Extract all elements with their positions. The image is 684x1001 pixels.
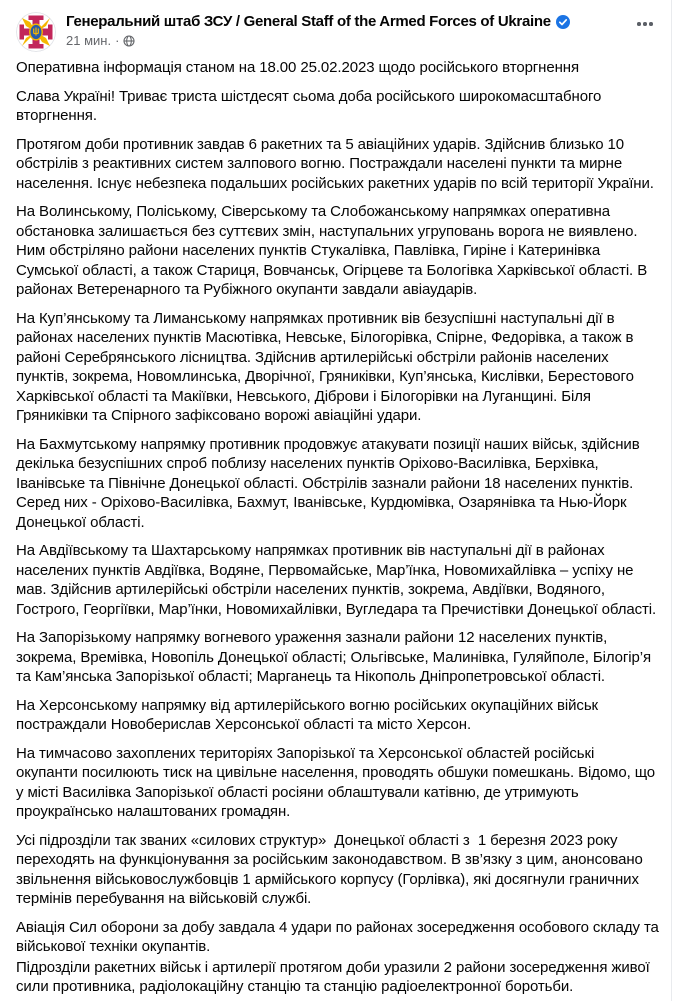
post-paragraph: Оперативна інформація станом на 18.00 25.02.2023 щодо російського вторгнення xyxy=(16,59,579,76)
post-paragraph: Авіація Сил оборони за добу завдала 4 удари по районах зосередження особового складу та військової техніки окупантів. xyxy=(16,918,663,955)
post-header xyxy=(0,0,671,52)
post-paragraph: Слава Україні! Триває триста шістдесят сьома доба російського широкомасштабного вторгнення. xyxy=(16,87,606,124)
globe-icon xyxy=(123,35,135,47)
page-name-link[interactable]: Генеральний штаб ЗСУ / General Staff of the Armed Forces of Ukraine xyxy=(66,13,551,30)
post-meta xyxy=(66,33,570,48)
post-paragraph: На Бахмутському напрямку противник продовжує атакувати позиції наших військ, здійснив декілька безуспішних спроб поблизу населених пунктів Оріхово-Василівка, Берхівка, Іванівське та Північне Донецької області. Обстрілів зазнали райони 18 населених пунктів. Серед них - Оріхово-Василівка, Бахмут, Іванівське, Курдюмівка, Озарянівка та Нью-Йорк Донецької області. xyxy=(16,435,644,531)
post-paragraph: Протягом доби противник завдав 6 ракетних та 5 авіаційних ударів. Здійснив близько 10 обстрілів з реактивних систем залпового вогню. Постраждали населені пункти та мирне населення. Існує небезпека подальших російських ракетних ударів по всій території України. xyxy=(16,135,654,192)
ellipsis-menu-icon xyxy=(637,22,641,26)
post-paragraph: На Авдіївському та Шахтарському напрямках противник вів наступальні дії в районах населених пунктів Авдіївка, Водяне, Первомайське, Мар’їнка, Новомихайлівка – успіху не мав. Здійснив артилерійські обстріли населених пунктів, зокрема, Авдіївки, Водяного, Гострого, Георгіївки, Мар’їнки, Новомихайлівки, Вугледара та Пречистівки Донецької області. xyxy=(16,542,657,618)
header-text xyxy=(66,12,570,48)
more-options-button[interactable] xyxy=(631,14,659,34)
verified-badge-icon xyxy=(556,15,570,29)
page-name-row xyxy=(66,13,570,30)
post-paragraph: На Херсонському напрямку від артилерійського вогню російських окупаційних військ постраждали Новоберислав Херсонської області та місто Херсон. xyxy=(16,696,603,733)
post-paragraph: Усі підрозділи так званих «силових структур» Донецької області з 1 березня 2023 року переходять на функціонування за російським законодавством. В зв’язку з цим, анонсовано звільнення військовослужбовців 1 армійського корпусу (Горлівка), які досягнули граничних термінів перебування на військовій службі. xyxy=(16,831,647,907)
timestamp-link[interactable]: 21 мин. xyxy=(66,33,112,48)
post-paragraph: Підрозділи ракетних військ і артилерії протягом доби уразили 2 райони зосередження живої сили противника, радіолокаційну станцію та станцію радіоелектронної боротьби. xyxy=(16,958,654,995)
post-paragraph: На тимчасово захоплених територіях Запорізької та Херсонської областей російські окупанти посилюють тиск на цивільне населення, проводять обшуки помешкань. Відомо, що у місті Василівка Запорізької області росіяни облаштували катівню, де утримують проукраїнсько налаштованих громадян. xyxy=(16,744,660,820)
post-body xyxy=(0,52,671,997)
post-paragraph: На Запорізькому напрямку вогневого ураження зазнали райони 12 населених пунктів, зокрема, Времівка, Новопіль Донецької області; Ольгівське, Малинівка, Гуляйполе, Білогір’я та Кам’янська Запорізької області; Марганець та Нікополь Дніпропетровської області. xyxy=(16,629,656,685)
ellipsis-menu-icon xyxy=(649,22,653,26)
post-paragraph: На Куп’янському та Лиманському напрямках противник вів безуспішні наступальні дії в районах населених пунктів Масютівка, Невське, Білогорівка, Спірне, Федорівка, а також в районі Серебрянського лісництва. Здійснив артилерійські обстріли районів населених пунктів, зокрема, Новомлинська, Дворічної, Гряниківки, Куп’янська, Кислівки, Берестового Харківської області та Макіївки, Невського, Діброви і Білогорівки на Луганщині. Біля Гряниківки та Спірного зафіксовано ворожі авіаційні удари. xyxy=(16,309,638,424)
general-staff-emblem-icon[interactable] xyxy=(16,12,56,52)
post-paragraph: На Волинському, Поліському, Сіверському та Слобожанському напрямках оперативна обстановка залишається без суттєвих змін, наступальних угруповань ворога не виявлено. Ним обстріляно райони населених пунктів Стукалівка, Павлівка, Гиріне і Катеринівка Сумської області, а також Стариця, Вовчанськ, Огірцеве та Бологівка Харківської області. В районах Ветеренарного та Рубіжного окупанти завдали авіаударів. xyxy=(16,203,652,298)
ellipsis-menu-icon xyxy=(643,22,647,26)
meta-separator: · xyxy=(115,33,120,48)
